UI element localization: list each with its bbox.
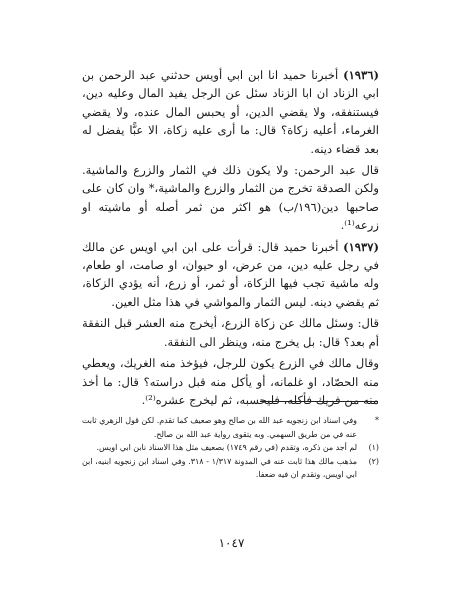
footnote-text: لم أجد من ذكره، وتقدم (في رقم ١٧٤٩) بصعيف مثل هذا الاسناد نابن ابي اويس.	[96, 443, 357, 453]
paragraph-malik-question	[82, 314, 379, 351]
paragraph-text: قال: وسئل مالك عن زكاة الزرع، أيخرج منه العشر قبل النفقة أم بعد؟ قال: بل يخرج منه، وينظر الى النفقة.	[82, 316, 379, 349]
footnote-mark: (١)	[368, 443, 379, 453]
footnote-2	[82, 455, 379, 482]
paragraph-text: أخبرنا حميد انا ابن ابي أويس حدثني عبد الرحمن بن ابي الزناد ان ابا الزناد سئل عن الرجل يفيد المال وعليه دين، فيستنفقه، ولا يقضي الدين، أو يحبس المال عنده، ولا يقضي الغرماء، أعليه زكاة؟ قال: ما أرى عليه زكاة، الا عبًّا يفضل له بعد قضاء دينه.	[82, 68, 379, 156]
footnote-asterisk	[82, 414, 379, 441]
footnotes	[82, 414, 379, 482]
narration-number: (١٩٣٦)	[343, 68, 379, 82]
main-text	[82, 66, 379, 409]
footnote-1	[82, 441, 379, 455]
paragraph-text: قال عبد الرحمن: ولا يكون ذلك في الثمار والزرع والماشية. ولكن الصدقة تخرج من الثمار والزرع والماشية،* وان كان على صاحبها دين(١٩٦/ب) هو اكثر من ثمر أصله أو ماشيته او زرعه⁽¹⁾.	[82, 163, 380, 233]
paragraph-abd-al-rahman	[82, 161, 379, 235]
paragraph-1937	[82, 238, 379, 312]
paragraph-1936	[82, 66, 379, 158]
footnote-text: مذهب مالك هذا ثابت عنه في المدونة ١/٣١٧ - ٣١٨. وفي اسناد ابن زنجويه ابنيه، ابن ابي اويس، وتقدم ان فيه ضعفا.	[82, 456, 358, 480]
footnote-mark: (٢)	[368, 456, 379, 466]
footnote-divider	[260, 401, 378, 402]
page-number: ١٠٤٧	[218, 536, 245, 550]
footnote-mark: *	[375, 416, 379, 425]
narration-number: (١٩٣٧)	[343, 239, 379, 254]
paragraph-text: أخبرنا حميد قال: قرأت على ابن ابي اويس عن مالك في رجل عليه دين، من عرض، او حيوان، او صامت، او طعام، وله ماشية تجب فيها الزكاة، أو ثمر، أو زرع، أنه يؤدي الزكاة، ثم يقضي دينه. ليس الثمار والمواشي في هذا مثل العين.	[82, 239, 379, 309]
paragraph-text: وقال مالك في الزرع يكون للرجل، فيؤخذ منه الغريك، ويعطي منه الحصّاد، او غلمانه، أو يأكل منه قبل دراسته؟ قال: ما أخذ منه من فريك فأكله، فليحسبه، ثم ليخرج عشره⁽²⁾.	[82, 356, 379, 407]
footnote-text: وفي اسناد ابن زنجويه عبد الله بن صالح وهو صعيف كما تقدم. لكن قول الزهري ثابت عنه في من طريق السهمي. وبه يتقوى رواية عبد الله بن صالح.	[82, 416, 357, 439]
